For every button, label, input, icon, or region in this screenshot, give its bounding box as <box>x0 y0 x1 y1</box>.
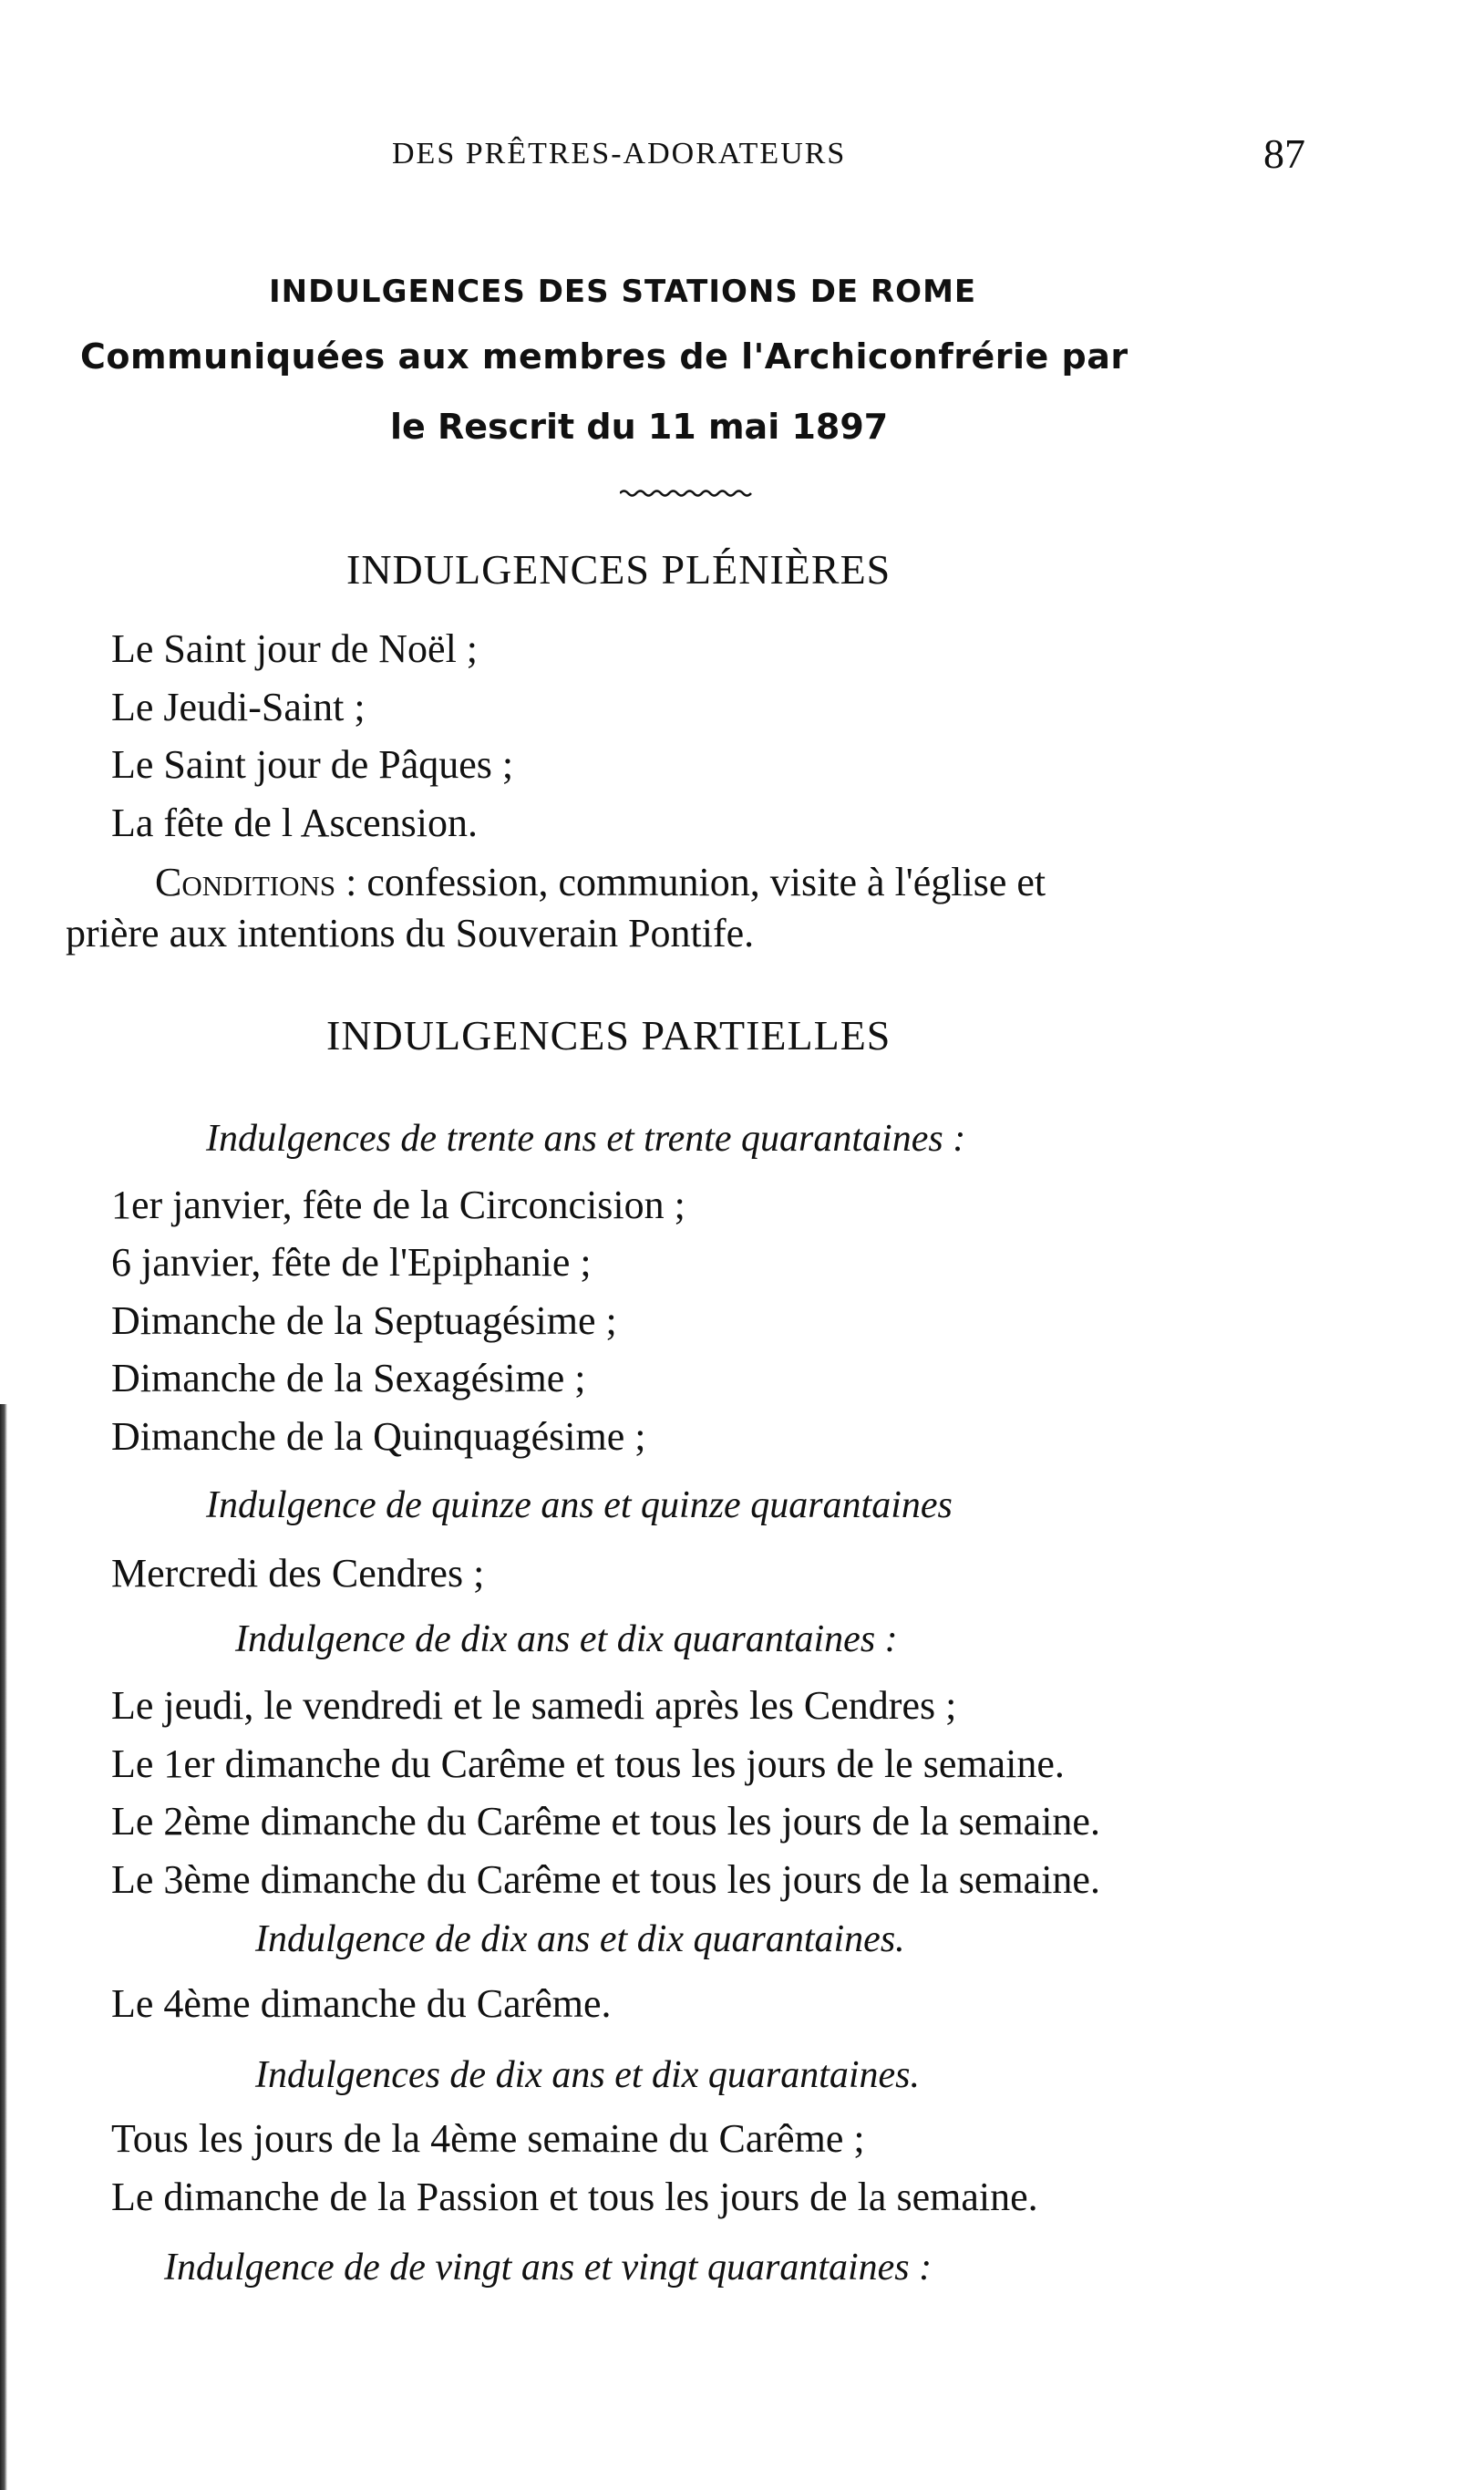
list-item: Tous les jours de la 4ème semaine du Carême ; <box>111 2116 865 2161</box>
list-item: Le 1er dimanche du Carême et tous les jours de le semaine. <box>111 1741 1065 1786</box>
list-item: 1er janvier, fête de la Circoncision ; <box>111 1183 685 1227</box>
rescript-line: le Rescrit du 11 mai 1897 <box>390 407 889 447</box>
partial-title: INDULGENCES PARTIELLES <box>326 1012 891 1059</box>
page-binding-edge <box>0 1404 7 2490</box>
conditions-text-1: : confession, communion, visite à l'église et <box>335 860 1046 904</box>
plenary-item: Le Jeudi-Saint ; <box>111 685 366 729</box>
plenary-title: INDULGENCES PLÉNIÈRES <box>346 546 891 593</box>
list-item: 6 janvier, fête de l'Epiphanie ; <box>111 1240 592 1285</box>
group-heading: Indulgences de trente ans et trente quarantaines : <box>206 1118 966 1160</box>
list-item: Le dimanche de la Passion et tous les jours de la semaine. <box>111 2175 1038 2219</box>
plenary-item: Le Saint jour de Pâques ; <box>111 742 514 787</box>
group-heading: Indulgence de quinze ans et quinze quarantaines <box>206 1484 953 1526</box>
list-item: Le 2ème dimanche du Carême et tous les jours de la semaine. <box>111 1799 1100 1844</box>
conditions-label: Conditions <box>155 860 336 904</box>
list-item: Dimanche de la Quinquagésime ; <box>111 1414 646 1459</box>
plenary-item: Le Saint jour de Noël ; <box>111 626 479 671</box>
list-item: Dimanche de la Septuagésime ; <box>111 1298 617 1343</box>
stations-title: INDULGENCES DES STATIONS DE ROME <box>269 274 977 310</box>
conditions-text-2: prière aux intentions du Souverain Pontife. <box>66 911 755 956</box>
list-item: Mercredi des Cendres ; <box>111 1551 485 1596</box>
group-heading: Indulgences de dix ans et dix quarantaines. <box>255 2054 921 2096</box>
list-item: Dimanche de la Sexagésime ; <box>111 1356 586 1400</box>
group-heading: Indulgence de de vingt ans et vingt quarantaines : <box>164 2247 933 2289</box>
list-item: Le 4ème dimanche du Carême. <box>111 1981 612 2026</box>
group-heading: Indulgence de dix ans et dix quarantaines : <box>235 1618 898 1660</box>
running-head: DES PRÊTRES-ADORATEURS <box>392 137 847 170</box>
page-number: 87 <box>1263 130 1305 177</box>
list-item: Le 3ème dimanche du Carême et tous les jours de la semaine. <box>111 1857 1100 1902</box>
wavy-divider-ornament <box>620 489 753 498</box>
list-item: Le jeudi, le vendredi et le samedi après les Cendres ; <box>111 1683 957 1728</box>
plenary-item: La fête de l Ascension. <box>111 801 478 845</box>
communicated-line: Communiquées aux membres de l'Archiconfrérie par <box>80 336 1128 377</box>
group-heading: Indulgence de dix ans et dix quarantaines. <box>255 1918 905 1960</box>
conditions-paragraph <box>155 860 1046 904</box>
